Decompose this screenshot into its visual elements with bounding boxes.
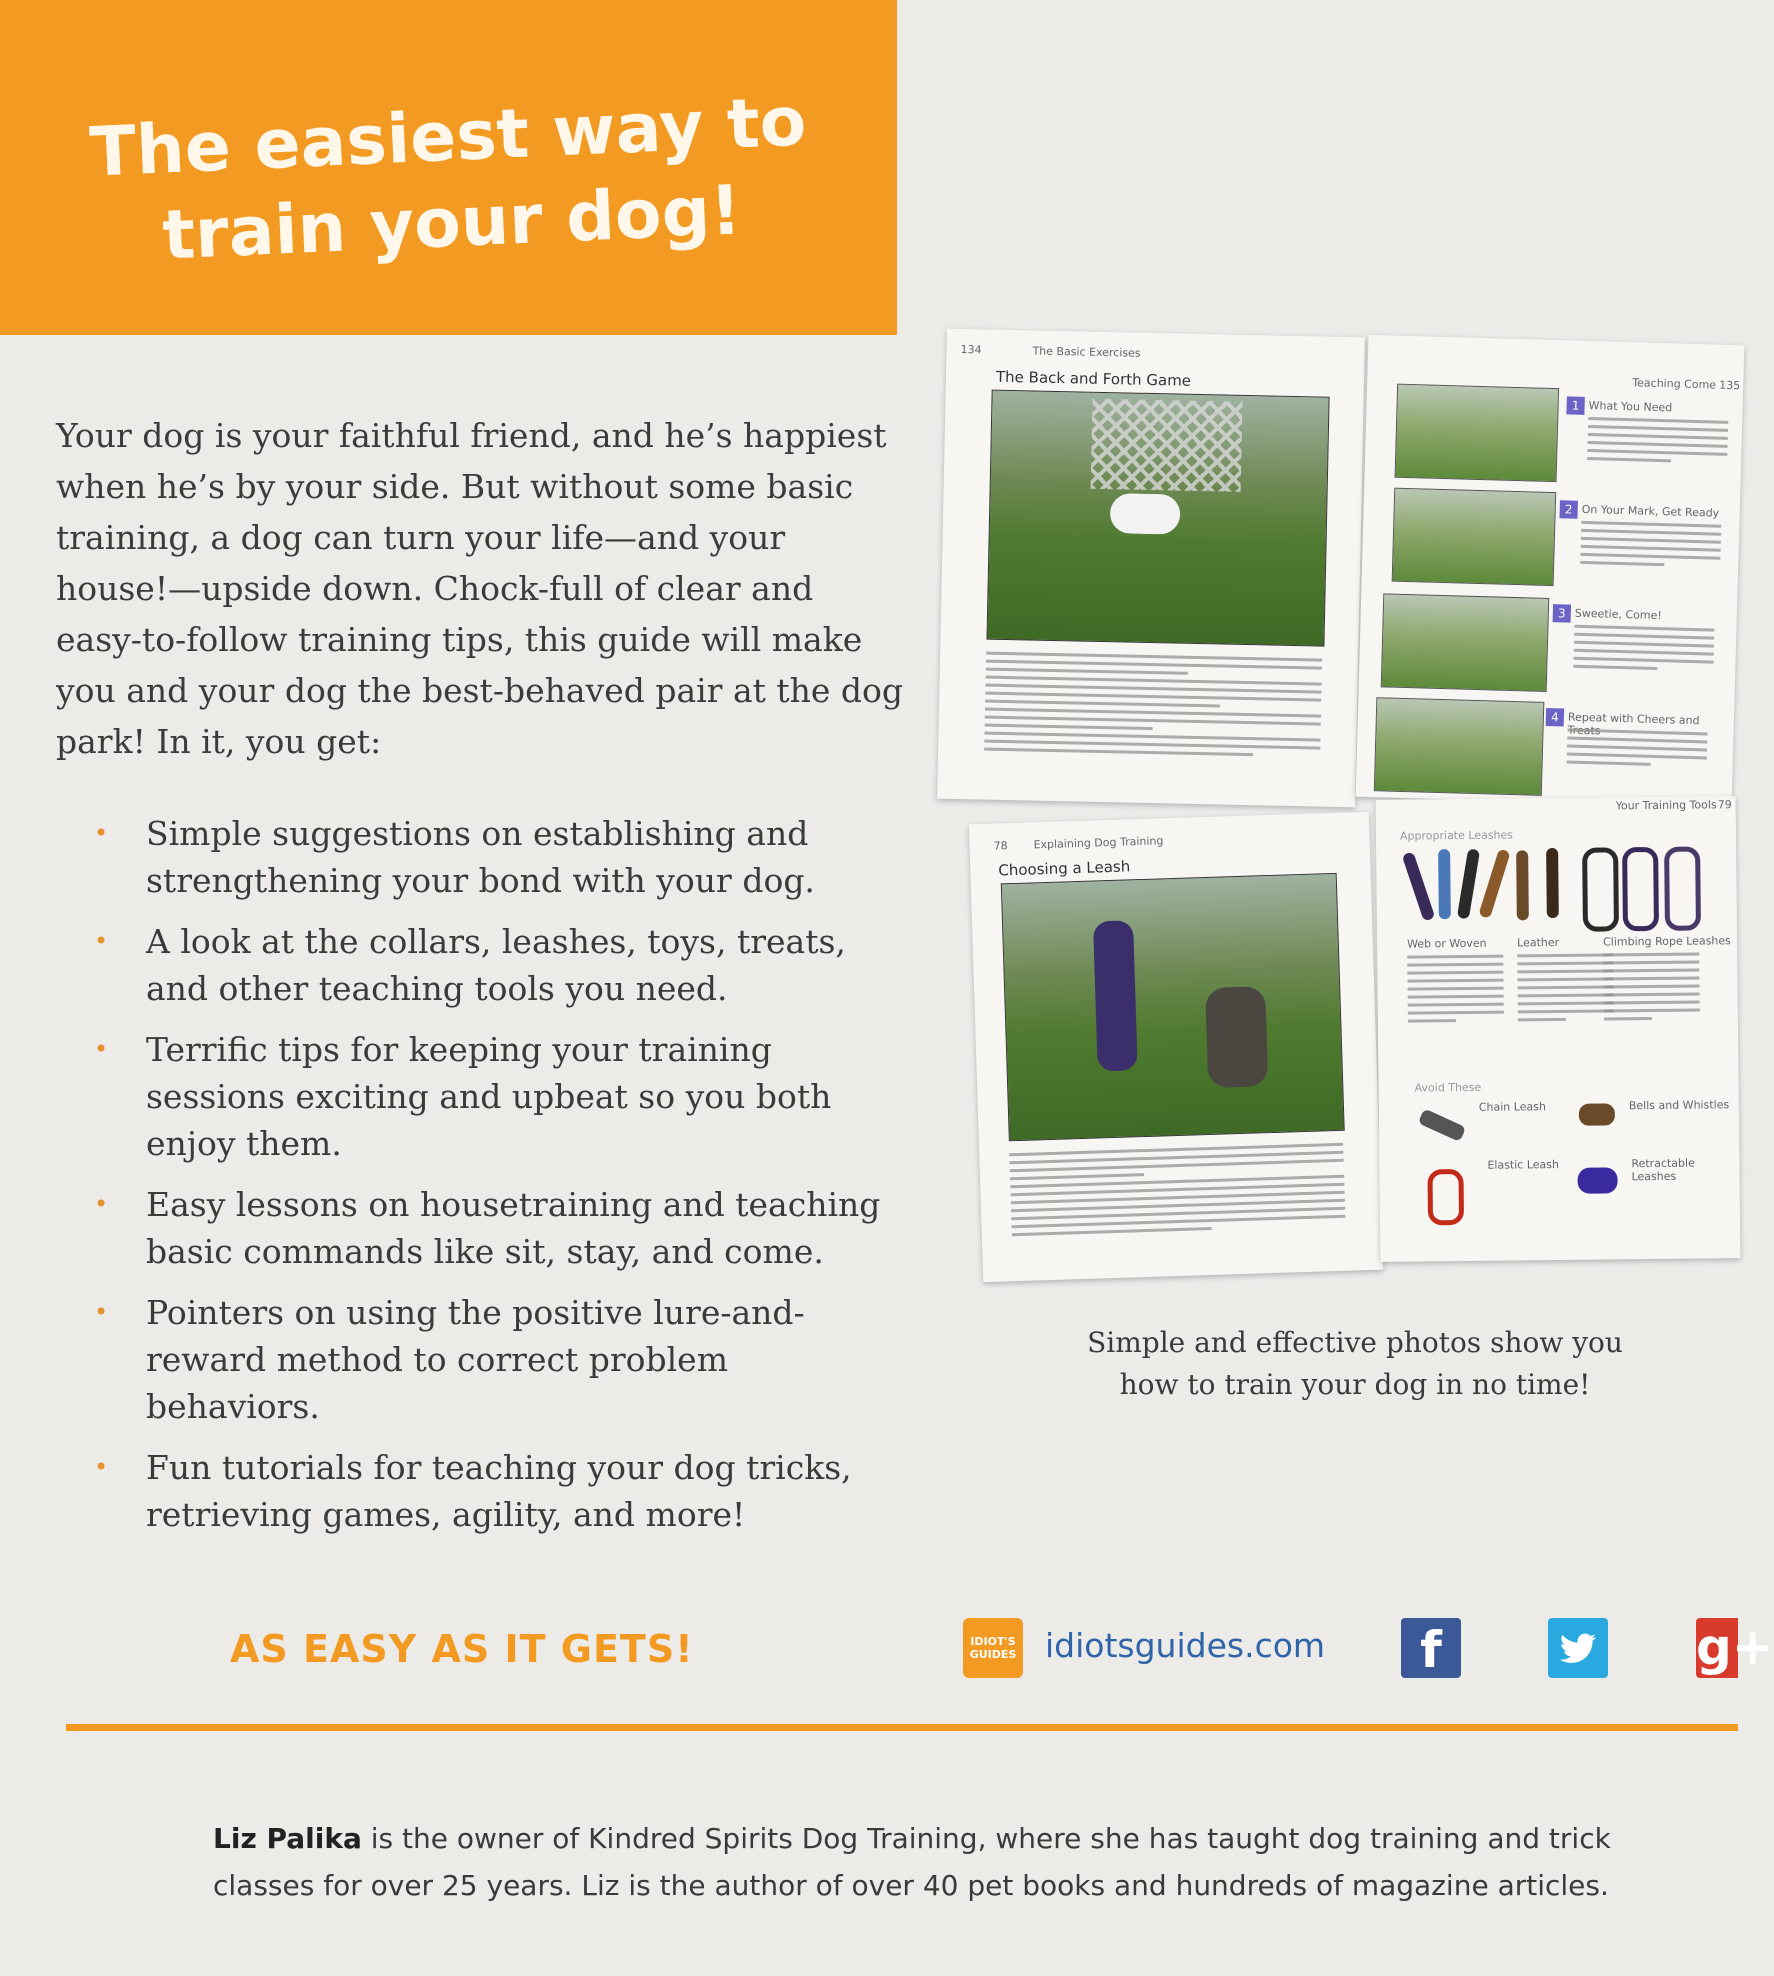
page-section: Teaching Come (1632, 376, 1717, 392)
website-link[interactable]: idiotsguides.com (1045, 1626, 1326, 1665)
leash-icon (1478, 848, 1510, 918)
leash-icon (1457, 848, 1480, 919)
title-banner (0, 0, 897, 335)
spread-page-training-tools (1376, 796, 1741, 1262)
author-bio-text: is the owner of Kindred Spirits Dog Training, where she has taught dog training and trick classes for over 25 years. Liz is the author of over 40 pet books and hundreds of magazine articles. (213, 1822, 1611, 1902)
bullet-icon: • (94, 1035, 109, 1063)
bullet-icon: • (94, 1298, 109, 1326)
chain-leash-image (1418, 1108, 1467, 1142)
page-number: 78 (993, 839, 1008, 853)
author-bio (213, 1815, 1683, 1909)
leash-icon (1622, 847, 1659, 931)
bullet-icon: • (94, 819, 109, 847)
elastic-leash-image (1427, 1169, 1464, 1225)
avoid-item: Chain Leash (1478, 1100, 1546, 1114)
leash-icon (1546, 848, 1559, 918)
list-item: • Terrific tips for keeping your training sessions exciting and upbeat so you both enjoy them. (88, 1026, 908, 1167)
step-text (1566, 729, 1707, 773)
divider (66, 1724, 1738, 1731)
page-title: The Back and Forth Game (995, 367, 1192, 390)
leash-photo (1001, 873, 1345, 1141)
step-title: What You Need (1588, 399, 1673, 415)
step-photo (1374, 697, 1545, 796)
headline: The easiest way to train your dog! (88, 82, 808, 276)
page-number: 79 (1717, 798, 1732, 812)
spread-page-back-and-forth (937, 329, 1365, 808)
dog-figure (1205, 986, 1268, 1088)
lattice-fence (1091, 399, 1243, 492)
column-heading: Leather (1517, 935, 1560, 950)
step-badge: 2 (1559, 500, 1577, 518)
step-title: Repeat with Cheers and (1567, 710, 1700, 728)
page-title: Choosing a Leash (998, 857, 1131, 880)
body-text (1009, 1143, 1346, 1241)
page-section: Explaining Dog Training (1033, 834, 1164, 852)
facebook-icon[interactable]: f (1401, 1618, 1461, 1678)
dog-figure (1110, 493, 1181, 534)
column-text (1603, 953, 1700, 1026)
bells-image (1579, 1103, 1615, 1125)
list-item: • Easy lessons on housetraining and teaching basic commands like sit, stay, and come. (88, 1181, 908, 1275)
section-heading: Avoid These (1414, 1080, 1482, 1095)
step-photo (1395, 384, 1560, 482)
list-item: • A look at the collars, leashes, toys, treats, and other teaching tools you need. (88, 918, 908, 1012)
spread-caption: Simple and effective photos show you how to train your dog in no time! (1087, 1326, 1623, 1401)
google-plus-icon[interactable]: g+ (1696, 1618, 1774, 1676)
step-text (1587, 417, 1728, 469)
dog-photo (986, 390, 1329, 647)
page-section: The Basic Exercises (1032, 344, 1141, 360)
leash-icon (1516, 850, 1529, 920)
page-number: 134 (960, 342, 982, 357)
list-item: • Fun tutorials for teaching your dog tricks, retrieving games, agility, and more! (88, 1444, 908, 1538)
spread-page-teaching-come (1356, 335, 1745, 807)
avoid-item: Retractable Leashes (1631, 1156, 1695, 1184)
leash-icon (1402, 851, 1436, 921)
column-heading: Web or Woven (1407, 936, 1487, 951)
body-text (984, 652, 1322, 763)
bullet-icon: • (94, 1453, 109, 1481)
step-photo (1392, 488, 1557, 586)
idiots-guides-logo: IDIOT'S GUIDES (963, 1618, 1023, 1678)
list-item: • Pointers on using the positive lure-and-reward method to correct problem behaviors. (88, 1289, 908, 1430)
spread-page-choosing-leash (969, 812, 1383, 1282)
avoid-item: Elastic Leash (1487, 1157, 1560, 1172)
section-heading: Appropriate Leashes (1399, 828, 1514, 843)
step-badge: 4 (1546, 708, 1564, 726)
tagline: AS EASY AS IT GETS! (230, 1627, 694, 1671)
page-section: Your Training Tools (1615, 798, 1717, 813)
step-badge: 3 (1553, 604, 1571, 622)
author-name: Liz Palika (213, 1822, 362, 1855)
step-title: On Your Mark, Get Ready (1581, 502, 1720, 520)
intro-paragraph: Your dog is your faithful friend, and he’s happiest when he’s by your side. But without some basic training, a dog can turn your life—and your house!—upside down. Chock-full of clear and easy-to-follow training tips, this guide will make you and your dog the best-behaved pair at the dog park! In it, you get: (56, 416, 904, 761)
twitter-icon[interactable] (1548, 1618, 1608, 1678)
step-photo (1381, 593, 1550, 692)
page-number: 135 (1719, 378, 1741, 393)
leash-icon (1582, 847, 1619, 931)
avoid-item: Bells and Whistles (1628, 1098, 1730, 1113)
list-item: • Simple suggestions on establishing and strengthening your bond with your dog. (88, 810, 908, 904)
leash-icon (1438, 849, 1451, 919)
bullet-icon: • (94, 927, 109, 955)
column-text (1407, 955, 1504, 1028)
column-text (1517, 953, 1614, 1026)
retractable-leash-image (1577, 1167, 1617, 1193)
bullet-icon: • (94, 1190, 109, 1218)
twitter-bird-icon (1548, 1618, 1608, 1678)
step-badge: 1 (1566, 396, 1584, 414)
column-heading: Climbing Rope Leashes (1603, 934, 1731, 949)
step-text (1580, 521, 1721, 573)
feature-list (88, 810, 908, 1552)
step-title: Sweetie, Come! (1574, 606, 1662, 623)
leash-icon (1664, 847, 1701, 931)
step-text (1573, 625, 1714, 677)
woman-figure (1093, 920, 1138, 1071)
